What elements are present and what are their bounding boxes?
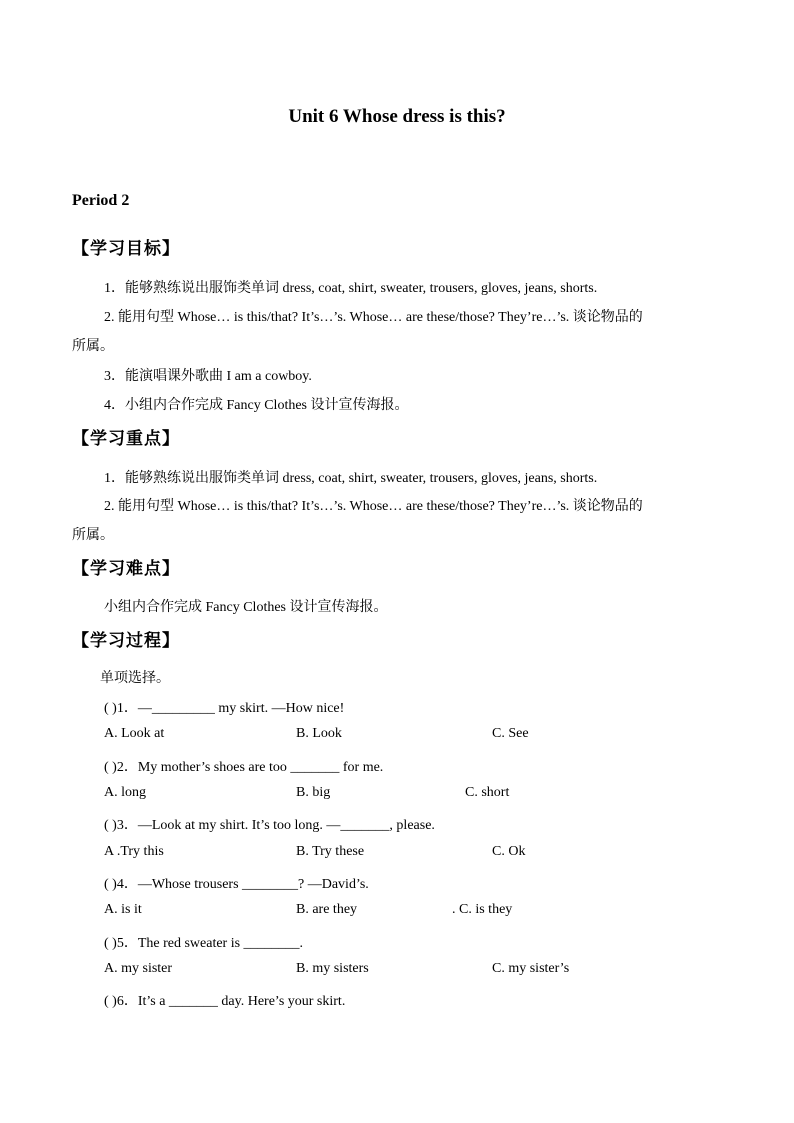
option-b: B. Look	[296, 726, 342, 741]
objective-line: 所属。	[72, 339, 114, 354]
difficulty-line: 小组内合作完成 Fancy Clothes 设计宣传海报。	[104, 600, 388, 615]
option-a: A .Try this	[104, 844, 164, 859]
objective-line: 3．能演唱课外歌曲 I am a cowboy.	[104, 369, 312, 384]
difficulties-heading: 【学习难点】	[72, 559, 180, 578]
question-4: ( )4．—Whose trousers ________? —David’s.	[104, 877, 369, 892]
option-b: B. Try these	[296, 844, 365, 859]
process-heading: 【学习过程】	[72, 631, 180, 650]
question-3: ( )3．—Look at my shirt. It’s too long. —_______, please.	[104, 818, 435, 833]
key-point-line: 1．能够熟练说出服饰类单词 dress, coat, shirt, sweater, trousers, gloves, jeans, shorts.	[104, 471, 598, 486]
key-point-line: 所属。	[72, 528, 114, 543]
objectives-heading: 【学习目标】	[72, 239, 180, 258]
option-c: C. Ok	[492, 844, 526, 859]
key-point-line: 2. 能用句型 Whose… is this/that? It’s…’s. Whose… are these/those? They’re…’s. 谈论物品的	[104, 499, 643, 514]
option-c: . C. is they	[452, 902, 513, 917]
option-a: A. my sister	[104, 961, 173, 976]
option-c: C. See	[492, 726, 529, 741]
option-a: A. is it	[104, 902, 142, 917]
question-2: ( )2．My mother’s shoes are too _______ for me.	[104, 760, 384, 775]
question-6: ( )6．It’s a _______ day. Here’s your skirt.	[104, 994, 346, 1009]
period-label: Period 2	[72, 192, 130, 209]
question-5: ( )5．The red sweater is ________.	[104, 936, 304, 951]
objective-line: 1．能够熟练说出服饰类单词 dress, coat, shirt, sweater, trousers, gloves, jeans, shorts.	[104, 281, 598, 296]
option-b: B. my sisters	[296, 961, 369, 976]
option-a: A. Look at	[104, 726, 165, 741]
page-title: Unit 6 Whose dress is this?	[288, 106, 506, 127]
option-b: B. are they	[296, 902, 358, 917]
option-c: C. short	[465, 785, 510, 800]
key-points-heading: 【学习重点】	[72, 429, 180, 448]
objective-line: 4．小组内合作完成 Fancy Clothes 设计宣传海报。	[104, 398, 409, 413]
question-1: ( )1．—_________ my skirt. —How nice!	[104, 701, 345, 716]
process-instruction: 单项选择。	[100, 671, 170, 686]
objective-line: 2. 能用句型 Whose… is this/that? It’s…’s. Whose… are these/those? They’re…’s. 谈论物品的	[104, 310, 643, 325]
option-b: B. big	[296, 785, 331, 800]
option-c: C. my sister’s	[492, 961, 570, 976]
option-a: A. long	[104, 785, 146, 800]
